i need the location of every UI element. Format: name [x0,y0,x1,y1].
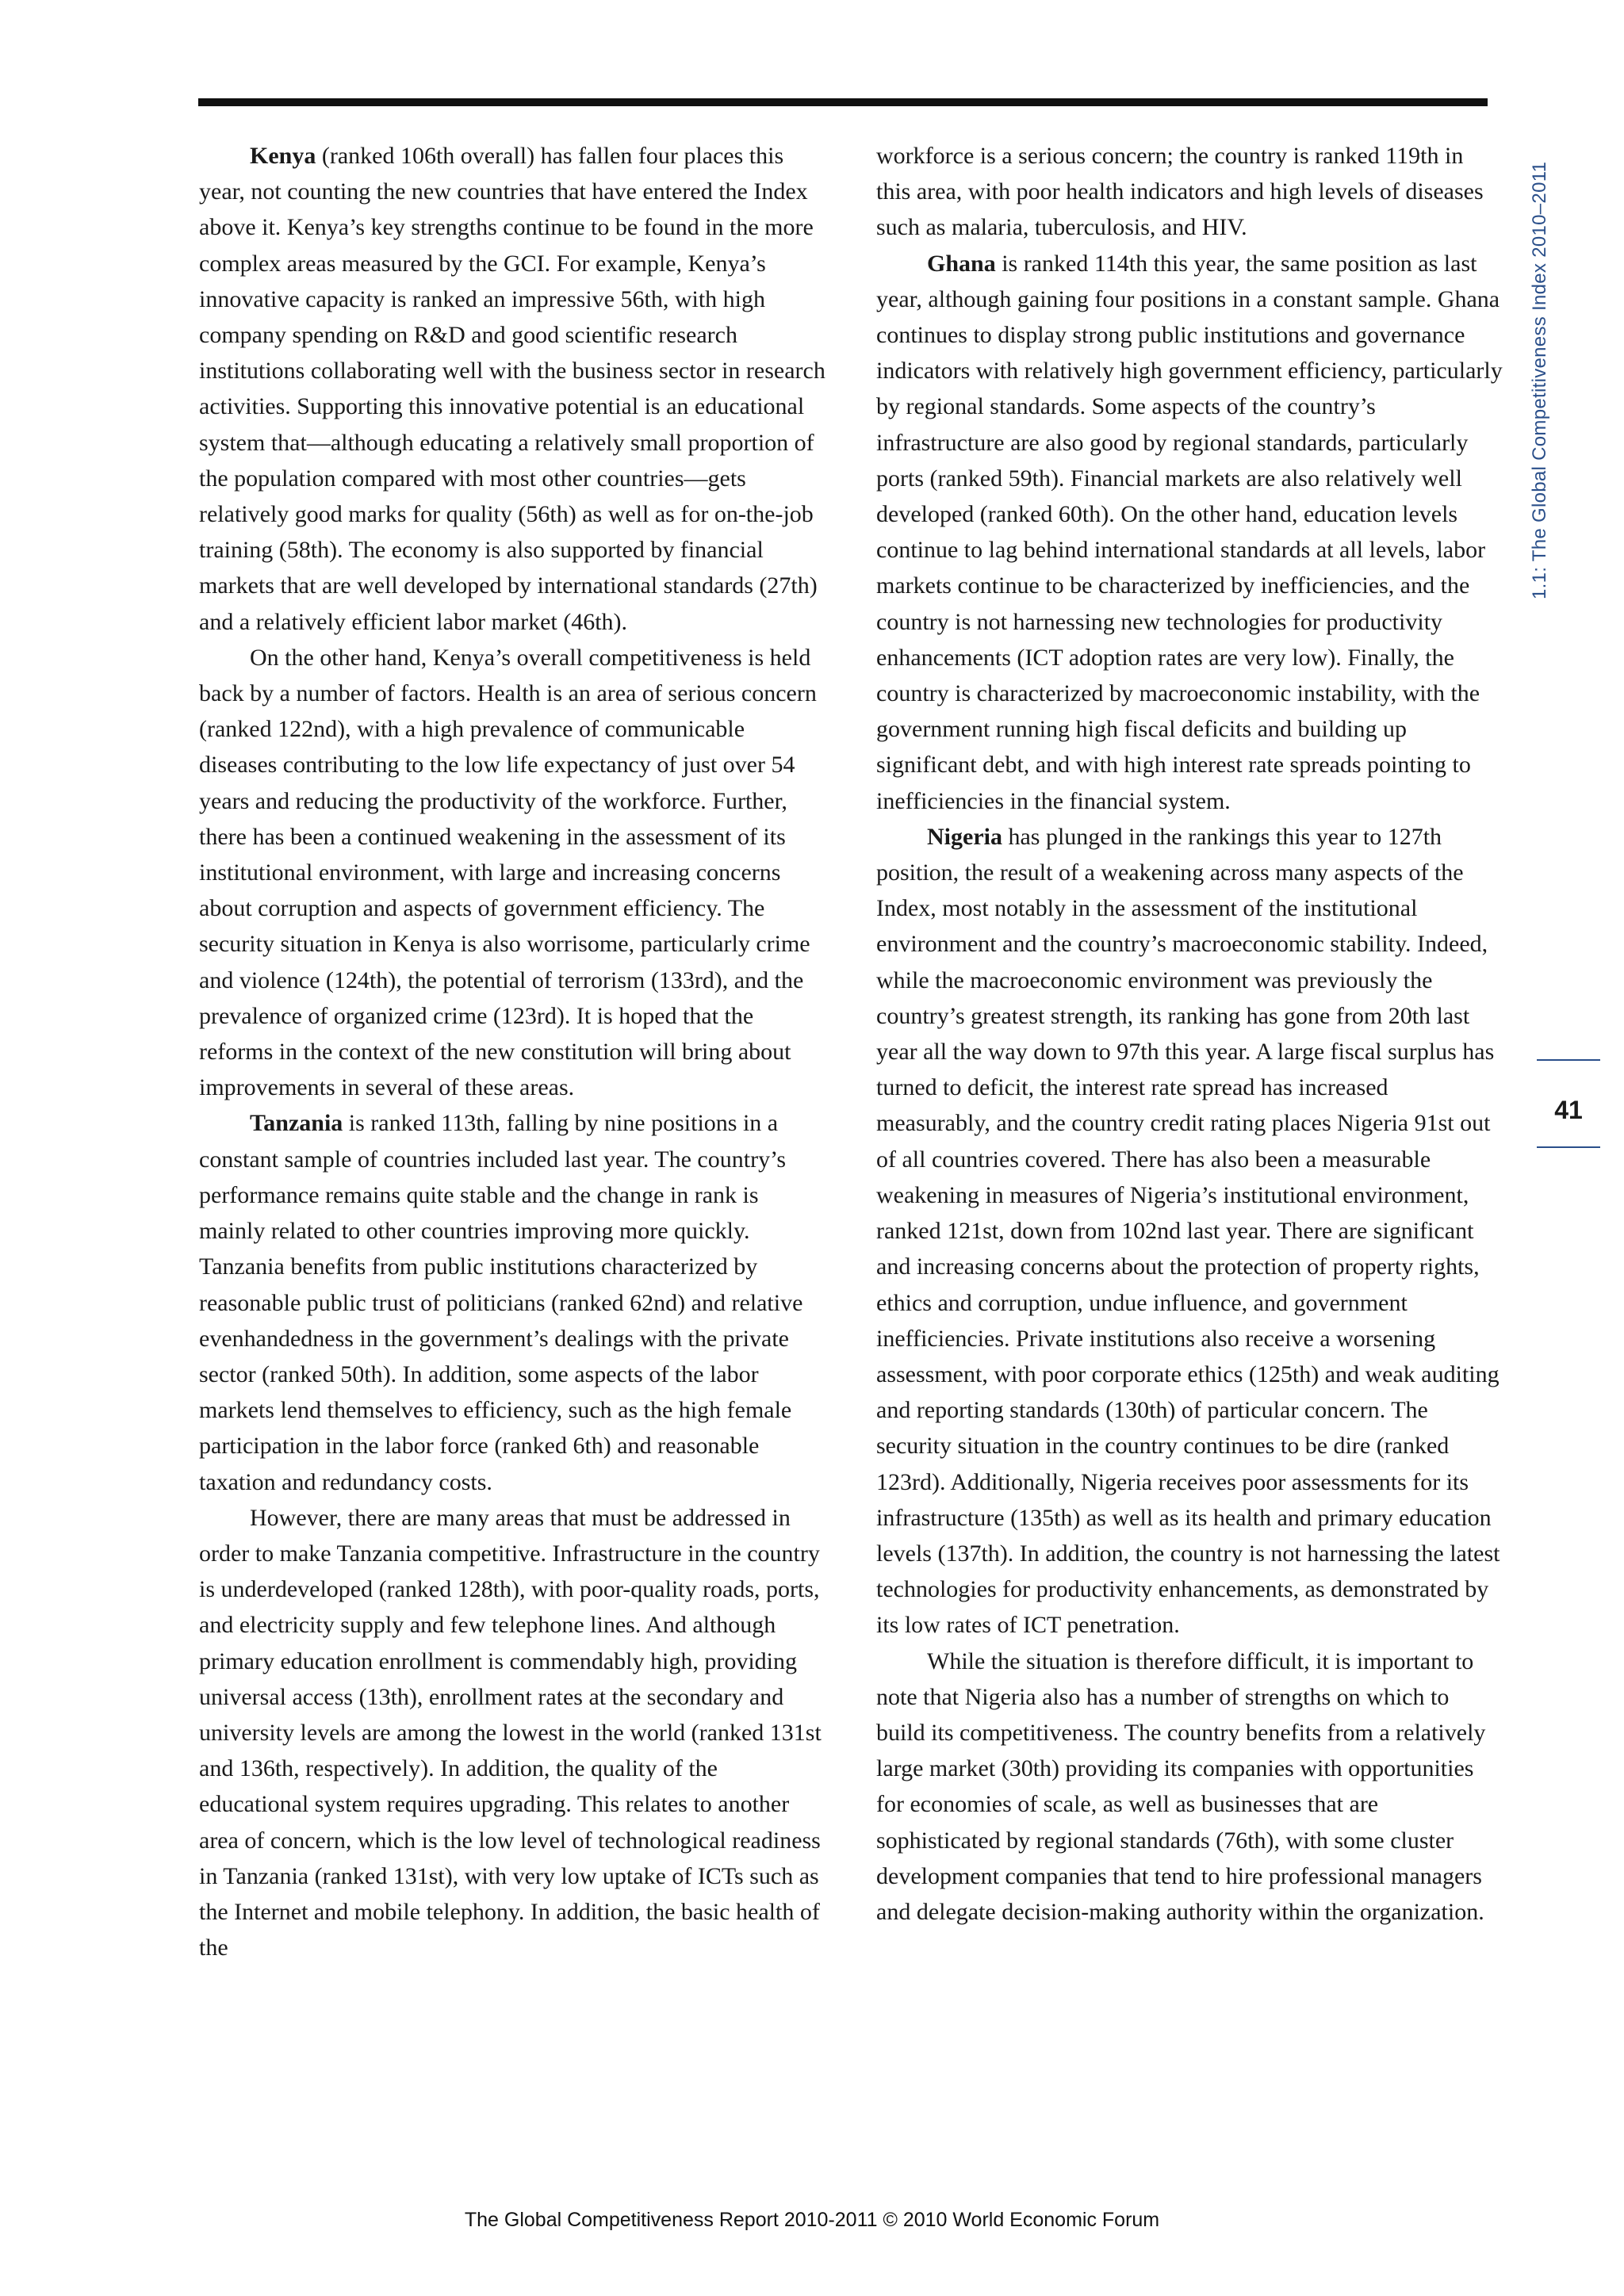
paragraph-text: workforce is a serious concern; the country is ranked 119th in this area, with poor health indicators and high levels of diseases such as malaria, tuberculosis, and HIV. [876,143,1484,241]
country-name: Ghana [927,250,996,277]
paragraph-ghana [876,246,1503,819]
paragraph-text: is ranked 113th, falling by nine positions in a constant sample of countries included last year. The country’s performance remains quite stable and the change in rank is mainly related to other countries improving more quickly. Tanzania benefits from public institutions characterized by reasonable public trust of politicians (ranked 62nd) and relative evenhandedness in the government’s dealings with the private sector (ranked 50th). In addition, some aspects of the labor markets lend themselves to efficiency, such as the high female participation in the labor force (ranked 6th) and reasonable taxation and redundancy costs. [199,1110,803,1495]
paragraph-text: However, there are many areas that must be addressed in order to make Tanzania competitive. Infrastructure in the country is underdeveloped (ranked 128th), with poor-quality roads, ports, and electricity supply and few telephone lines. And although primary education enrollment is commendably high, providing universal access (13th), enrollment rates at the secondary and university levels are among the lowest in the world (ranked 131st and 136th, respectively). In addition, the quality of the educational system requires upgrading. This relates to another area of concern, which is the low level of technological readiness in Tanzania (ranked 131st), with very low uptake of ICTs such as the Internet and mobile telephony. In addition, the basic health of the [199,1504,822,1961]
running-head: 1.1: The Global Competitiveness Index 2010–2011 [1529,161,1550,599]
page-footer: The Global Competitiveness Report 2010-2011 © 2010 World Economic Forum [464,2209,1160,2231]
right-column [876,138,1503,1930]
country-name: Tanzania [250,1110,343,1137]
paragraph-text: While the situation is therefore difficult, it is important to note that Nigeria also has a number of strengths on which to build its competitiveness. The country benefits from a relatively large market (30th) providing its companies with opportunities for economies of scale, as well as businesses that are sophisticated by regional standards (76th), with some cluster development companies that tend to hire professional managers and delegate decision-making authority within the organization. [876,1647,1486,1925]
page-number-rule-top [1537,1059,1600,1061]
page-number-rule-bottom [1537,1146,1600,1148]
paragraph-text: On the other hand, Kenya’s overall competitiveness is held back by a number of factors. Health is an area of serious concern (ranked 122nd), with a high prevalence of communicable diseases contributing to the low life expectancy of just over 54 years and reducing the productivity of the workforce. Further, there has been a continued weakening in the assessment of its institutional environment, with large and increasing concerns about corruption and aspects of government efficiency. The security situation in Kenya is also worrisome, particularly crime and violence (124th), the potential of terrorism (133rd), and the prevalence of organized crime (123rd). It is hoped that the reforms in the context of the new constitution will bring about improvements in several of these areas. [199,644,817,1101]
paragraph-kenya-weaknesses [199,640,827,1106]
paragraph-tanzania-weaknesses [199,1500,827,1966]
left-column [199,138,827,1965]
paragraph-nigeria-strengths [876,1644,1503,1931]
paragraph-tanzania [199,1105,827,1499]
page-number: 41 [1554,1096,1583,1124]
paragraph-kenya [199,138,827,640]
country-name: Nigeria [927,823,1002,850]
paragraph-text: (ranked 106th overall) has fallen four places this year, not counting the new countries that have entered the Index above it. Kenya’s key strengths continue to be found in the more complex areas measured by the GCI. For example, Kenya’s innovative capacity is ranked an impressive 56th, with high company spending on R&D and good scientific research institutions collaborating well with the business sector in research activities. Supporting this innovative potential is an educational system that—although educating a relatively small proportion of the population compared with most other countries—gets relatively good marks for quality (56th) as well as for on-the-job training (58th). The economy is also supported by financial markets that are well developed by international standards (27th) and a relatively efficient labor market (46th). [199,143,825,635]
country-name: Kenya [250,143,316,169]
paragraph-text: is ranked 114th this year, the same position as last year, although gaining four positions in a constant sample. Ghana continues to display strong public institutions and governance indicators with relatively high government efficiency, particularly by regional standards. Some aspects of the country’s infrastructure are also good by regional standards, particularly ports (ranked 59th). Financial markets are also relatively well developed (ranked 60th). On the other hand, education levels continue to lag behind international standards at all levels, labor markets continue to be characterized by inefficiencies, and the country is not harnessing new technologies for productivity enhancements (ICT adoption rates are very low). Finally, the country is characterized by macroeconomic instability, with the government running high fiscal deficits and building up significant debt, and with high interest rate spreads pointing to inefficiencies in the financial system. [876,250,1503,814]
paragraph-text: has plunged in the rankings this year to 127th position, the result of a weakening across many aspects of the Index, most notably in the assessment of the institutional environment and the country’s macroeconomic stability. Indeed, while the macroeconomic environment was previously the country’s greatest strength, its ranking has gone from 20th last year all the way down to 97th this year. A large fiscal surplus has turned to deficit, the interest rate spread has increased measurably, and the country credit rating places Nigeria 91st out of all countries covered. There has also been a measurable weakening in measures of Nigeria’s institutional environment, ranked 121st, down from 102nd last year. There are significant and increasing concerns about the protection of property rights, ethics and corruption, undue influence, and government inefficiencies. Private institutions also receive a worsening assessment, with poor corporate ethics (125th) and weak auditing and reporting standards (130th) of particular concern. The security situation in the country continues to be dire (ranked 123rd). Additionally, Nigeria receives poor assessments for its infrastructure (135th) as well as its health and primary education levels (137th). In addition, the country is not harnessing the latest technologies for productivity enhancements, as demonstrated by its low rates of ICT penetration. [876,823,1500,1639]
paragraph-nigeria [876,819,1503,1644]
top-rule [198,98,1488,106]
paragraph-tanzania-continued [876,138,1503,246]
